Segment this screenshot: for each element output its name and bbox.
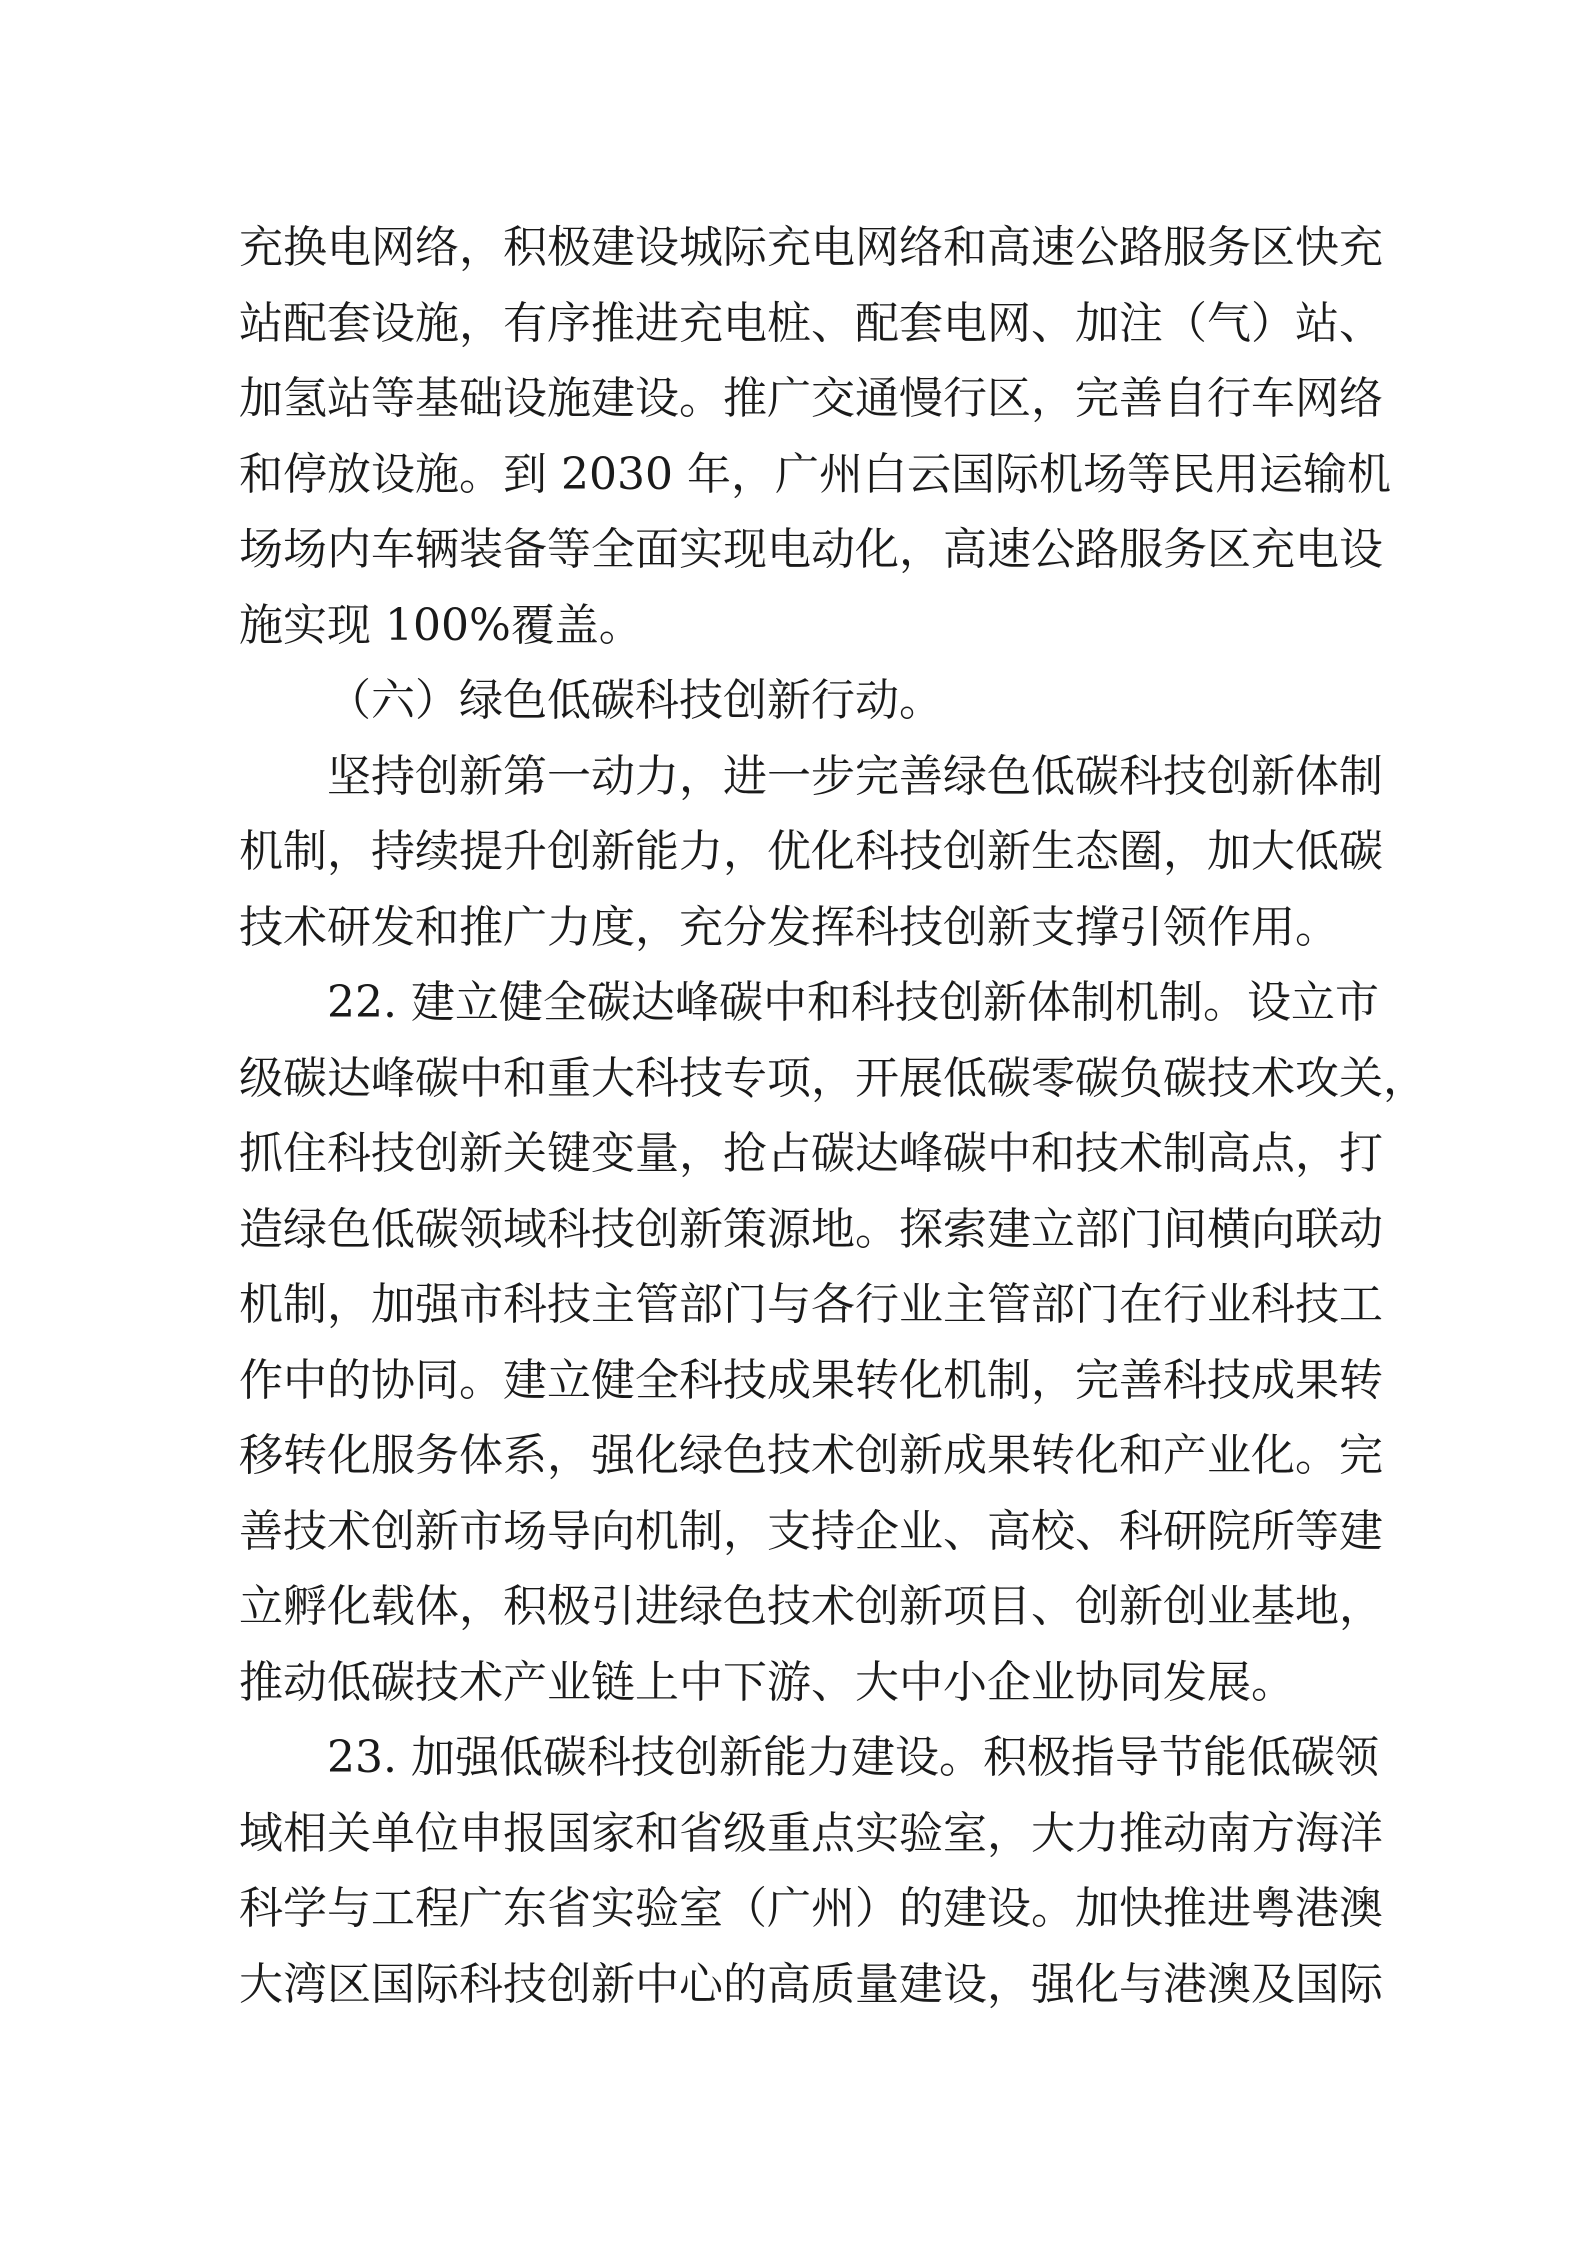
text-line: 23. 加强低碳科技创新能力建设。积极指导节能低碳领 (327, 1732, 1379, 1783)
text-line: 站配套设施，有序推进充电桩、配套电网、加注（气）站、 (239, 297, 1383, 349)
text-line: 坚持创新第一动力，进一步完善绿色低碳科技创新体制 (327, 750, 1383, 802)
text-line: 造绿色低碳领域科技创新策源地。探索建立部门间横向联动 (239, 1203, 1383, 1255)
text-line: 技术研发和推广力度，充分发挥科技创新支撑引领作用。 (239, 901, 1339, 953)
text-line: 场场内车辆装备等全面实现电动化，高速公路服务区充电设 (239, 524, 1383, 575)
text-line: 大湾区国际科技创新中心的高质量建设，强化与港澳及国际 (239, 1958, 1383, 2010)
text-line: 机制，持续提升创新能力，优化科技创新生态圈，加大低碳 (239, 826, 1383, 877)
text-line: 和停放设施。到 2030 年，广州白云国际机场等民用运输机 (239, 448, 1391, 500)
text-line: 作中的协同。建立健全科技成果转化机制，完善科技成果转 (239, 1354, 1383, 1406)
text-line: 科学与工程广东省实验室（广州）的建设。加快推进粤港澳 (239, 1883, 1383, 1934)
text-line: 22. 建立健全碳达峰碳中和科技创新体制机制。设立市 (327, 977, 1379, 1028)
text-line: 立孵化载体，积极引进绿色技术创新项目、创新创业基地， (239, 1581, 1383, 1632)
text-line: 机制，加强市科技主管部门与各行业主管部门在行业科技工 (239, 1279, 1383, 1330)
text-line: 推动低碳技术产业链上中下游、大中小企业协同发展。 (239, 1656, 1295, 1708)
text-line: 移转化服务体系，强化绿色技术创新成果转化和产业化。完 (239, 1430, 1383, 1481)
document-body (239, 210, 1427, 2022)
section-heading: （六）绿色低碳科技创新行动。 (327, 675, 943, 726)
text-line: 善技术创新市场导向机制，支持企业、高校、科研院所等建 (239, 1505, 1383, 1557)
text-line: 加氢站等基础设施建设。推广交通慢行区，完善自行车网络 (239, 373, 1383, 424)
text-line: 充换电网络，积极建设城际充电网络和高速公路服务区快充 (239, 222, 1383, 273)
text-line: 抓住科技创新关键变量，抢占碳达峰碳中和技术制高点，打 (239, 1128, 1383, 1179)
text-line: 施实现 100%覆盖。 (239, 599, 643, 651)
text-line: 域相关单位申报国家和省级重点实验室，大力推动南方海洋 (239, 1807, 1383, 1859)
text-line: 级碳达峰碳中和重大科技专项，开展低碳零碳负碳技术攻关， (239, 1052, 1427, 1104)
